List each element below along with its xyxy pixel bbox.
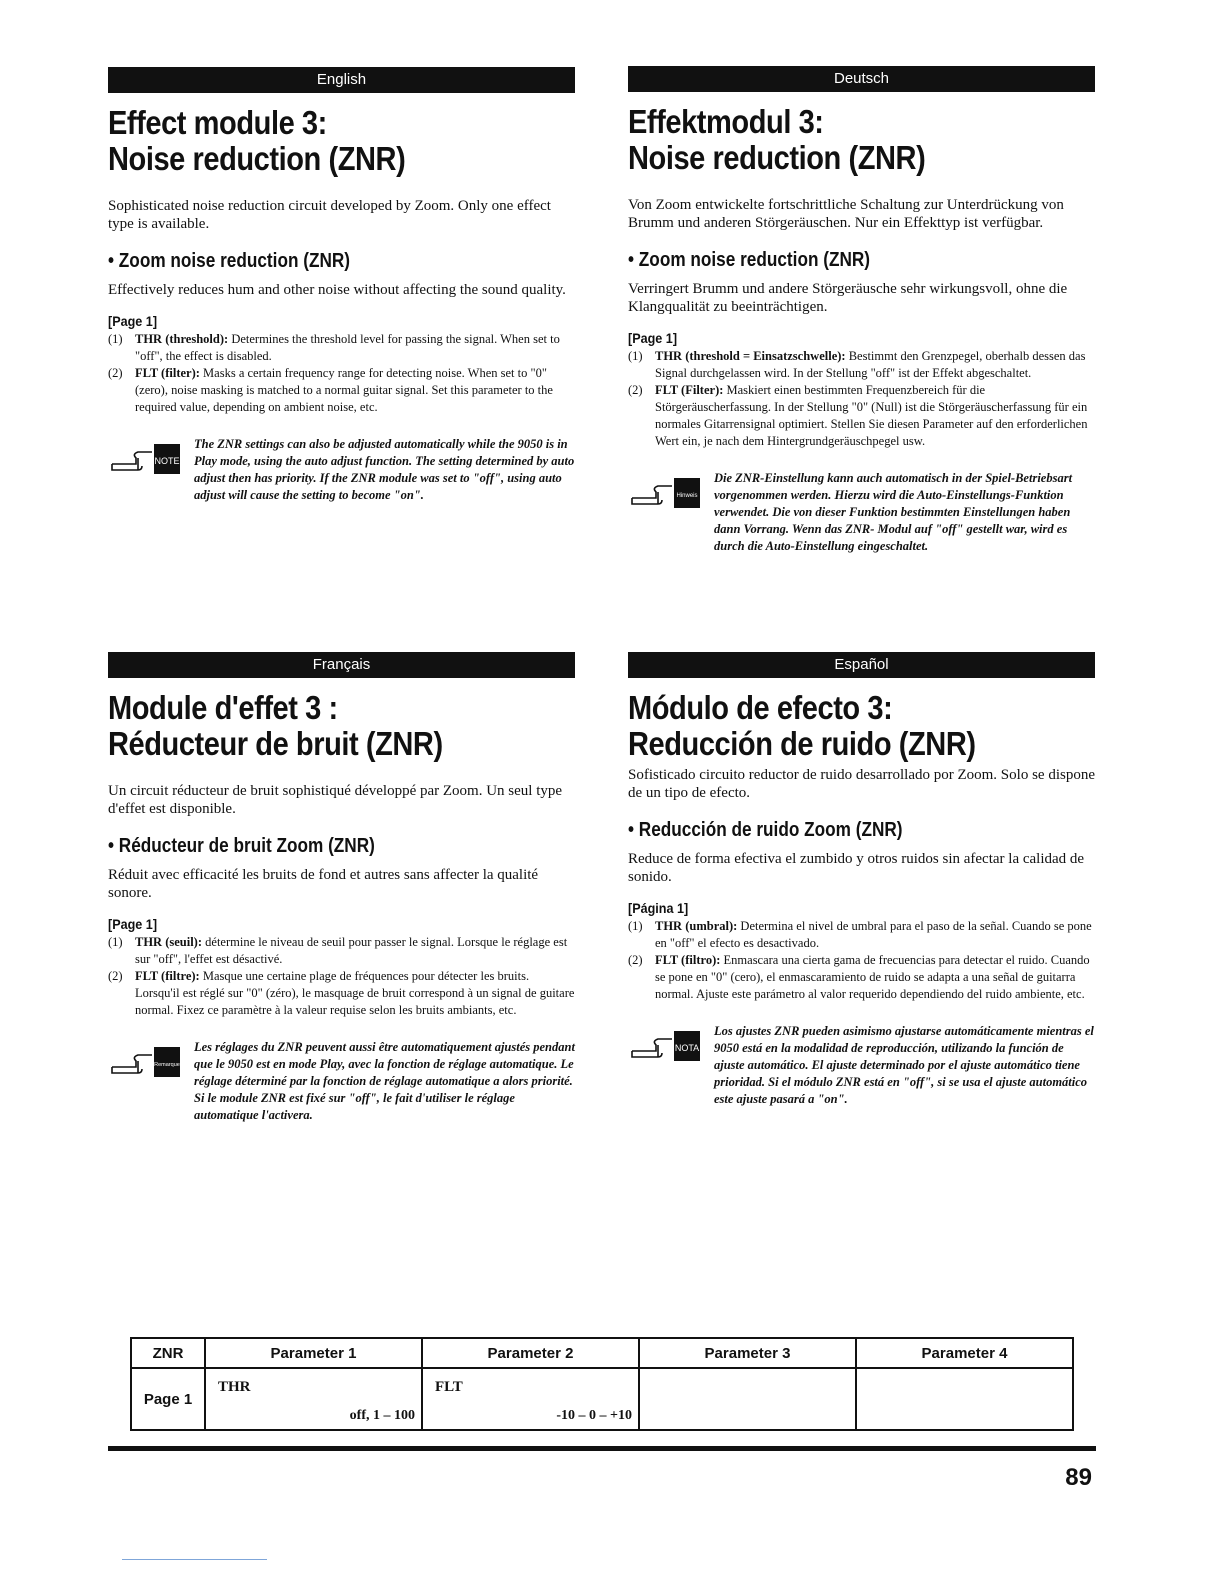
intro-text: Sofisticado circuito reductor de ruido desarrollado por Zoom. Solo se dispone de un tipo de efecto.	[628, 767, 1095, 801]
note-block	[108, 1039, 575, 1124]
section-title: Effect module 3: Noise reduction (ZNR)	[108, 104, 406, 177]
param-item: (2) FLT (filtro): Enmascara una cierta gama de frecuencias para detectar el ruido. Cuando se pone en "0" (cero), el enmascaramiento de ruido se adapta a una señal de guitarra normal. Ajuste este parámetro al valor requerido dependiendo del ruido ambiente, etc.	[628, 953, 1090, 1001]
description: Verringert Brumm und andere Störgeräusche sehr wirkungsvoll, ohne die Klangqualität zu beeinträchtigen.	[628, 281, 1068, 315]
intro-text: Sophisticated noise reduction circuit developed by Zoom. Only one effect type is available.	[108, 198, 551, 232]
pointing-hand-note-icon	[108, 436, 194, 480]
description: Réduit avec efficacité les bruits de fond et autres sans affecter la qualité sonore.	[108, 867, 539, 901]
table-row	[131, 1368, 1073, 1430]
param-item: (1) THR (umbral): Determina el nivel de umbral para el paso de la señal. Cuando se pone en "off" el efecto es desactivado.	[628, 919, 1092, 950]
page-label: [Page 1]	[108, 313, 158, 329]
pointing-hand-note-icon	[628, 470, 714, 514]
language-bar-deutsch: Deutsch	[628, 66, 1095, 92]
table-cell	[422, 1368, 639, 1430]
table-header: Parameter 2	[422, 1338, 639, 1368]
note-block	[628, 1023, 1095, 1108]
pointing-hand-note-icon	[108, 1039, 194, 1083]
page-label: [Página 1]	[628, 900, 689, 916]
espanol-section	[628, 652, 1095, 1108]
table-cell	[639, 1368, 856, 1430]
subheading: • Zoom noise reduction (ZNR)	[628, 249, 871, 271]
param-range: off, 1 – 100	[349, 1408, 415, 1423]
param-range: -10 – 0 – +10	[556, 1408, 632, 1423]
language-bar-english: English	[108, 67, 575, 93]
param-item: (1) THR (seuil): détermine le niveau de seuil pour passer le signal. Lorsque le réglage est sur "off", l'effet est désactivé.	[108, 935, 568, 966]
parameter-table	[130, 1337, 1074, 1431]
francais-section	[108, 652, 575, 1124]
note-text: The ZNR settings can also be adjusted automatically while the 9050 is in Play mode, using the auto adjust function. The setting determined by auto adjust then has priority. If the ZNR module was set to "off", using auto adjust will cause the setting to become "on".	[194, 437, 575, 502]
subheading: • Réducteur de bruit Zoom (ZNR)	[108, 835, 375, 857]
svg-text:NOTA: NOTA	[674, 1043, 700, 1053]
section-title: Módulo de efecto 3: Reducción de ruido (ZNR)	[628, 689, 976, 762]
section-title: Module d'effet 3 : Réducteur de bruit (ZNR)	[108, 689, 443, 762]
table-header: Parameter 4	[856, 1338, 1073, 1368]
row-label: Page 1	[131, 1368, 205, 1430]
param-item: (2) FLT (filtre): Masque une certaine plage de fréquences pour détecter les bruits. Lorsqu'il est réglé sur "0" (zéro), le masquage de bruit correspond à un signal de guitare normal. Fixez ce paramètre à la valeur requise selon les bruits ambiants, etc.	[108, 969, 575, 1017]
footer-rule	[108, 1446, 1096, 1451]
param-name: THR	[218, 1379, 251, 1395]
language-bar-espanol: Español	[628, 652, 1095, 678]
decorative-line	[122, 1559, 267, 1560]
page-label: [Page 1]	[628, 330, 678, 346]
note-block	[108, 436, 575, 504]
table-corner: ZNR	[131, 1338, 205, 1368]
intro-text: Un circuit réducteur de bruit sophistiqué développé par Zoom. Un seul type d'effet est disponible.	[108, 783, 563, 817]
table-header: Parameter 3	[639, 1338, 856, 1368]
table-header-row	[131, 1338, 1073, 1368]
param-item: (1) THR (threshold): Determines the threshold level for passing the signal. When set to "off", the effect is disabled.	[108, 332, 560, 363]
deutsch-section	[628, 66, 1095, 555]
svg-text:Hinweis: Hinweis	[676, 493, 698, 499]
page-label: [Page 1]	[108, 916, 158, 932]
intro-text: Von Zoom entwickelte fortschrittliche Schaltung zur Unterdrückung von Brumm und anderen Störgeräuschen. Nur ein Effekttyp ist verfügbar.	[628, 197, 1064, 231]
description: Effectively reduces hum and other noise without affecting the sound quality.	[108, 282, 566, 298]
note-text: Die ZNR-Einstellung kann auch automatisch in der Spiel-Betriebsart vorgenommen werden. Hierzu wird die Auto-Einstellungs-Funktion verwendet. Die von dieser Funktion bestimmten Einstellungen haben dann Vorrang. Wenn das ZNR- Modul auf "off" gestellt war, wird es durch die Auto-Einstellung eingeschaltet.	[714, 471, 1073, 553]
svg-text:NOTE: NOTE	[154, 456, 180, 466]
param-item: (1) THR (threshold = Einsatzschwelle): Bestimmt den Grenzpegel, oberhalb dessen das Signal durchgelassen wird. In der Stellung "off" ist der Effekt abgeschaltet.	[628, 349, 1086, 380]
table-header: Parameter 1	[205, 1338, 422, 1368]
page-number: 89	[1065, 1464, 1092, 1491]
svg-text:Remarque: Remarque	[154, 1062, 180, 1068]
note-block	[628, 470, 1095, 555]
param-item: (2) FLT (Filter): Maskiert einen bestimmten Frequenzbereich für die Störgeräuscherfassung. In der Stellung "0" (Null) ist die Störgeräuscherfassung für ein normales Gitarrensignal optimiert. Stellen Sie diesen Parameter auf den erforderlichen Wert ein, je nach dem Hintergrundgeräuschpegel usw.	[628, 383, 1088, 448]
table-cell	[856, 1368, 1073, 1430]
param-name: FLT	[435, 1379, 463, 1395]
table-cell	[205, 1368, 422, 1430]
subheading: • Reducción de ruido Zoom (ZNR)	[628, 819, 903, 841]
note-text: Les réglages du ZNR peuvent aussi être automatiquement ajustés pendant que le 9050 est en mode Play, avec la fonction de réglage automatique. Le réglage déterminé par la fonction de réglage automatique a alors priorité. Si le module ZNR est fixé sur "off", le fait d'utiliser le réglage automatique l'activera.	[194, 1040, 575, 1122]
description: Reduce de forma efectiva el zumbido y otros ruidos sin afectar la calidad de sonido.	[628, 851, 1085, 885]
note-text: Los ajustes ZNR pueden asimismo ajustarse automáticamente mientras el 9050 está en la modalidad de reproducción, utilizando la función de ajuste automático. El ajuste determinado por el ajuste automático tiene prioridad. Si el módulo ZNR está en "off", si se usa el ajuste automático este ajuste pasará a "on".	[714, 1024, 1094, 1106]
pointing-hand-note-icon	[628, 1023, 714, 1067]
param-item: (2) FLT (filter): Masks a certain frequency range for detecting noise. When set to "0" (zero), noise masking is matched to a normal guitar signal. Set this parameter to the required value, depending on ambient noise, etc.	[108, 366, 553, 414]
language-bar-francais: Français	[108, 652, 575, 678]
english-section	[108, 67, 575, 504]
subheading: • Zoom noise reduction (ZNR)	[108, 250, 351, 272]
section-title: Effektmodul 3: Noise reduction (ZNR)	[628, 103, 926, 176]
